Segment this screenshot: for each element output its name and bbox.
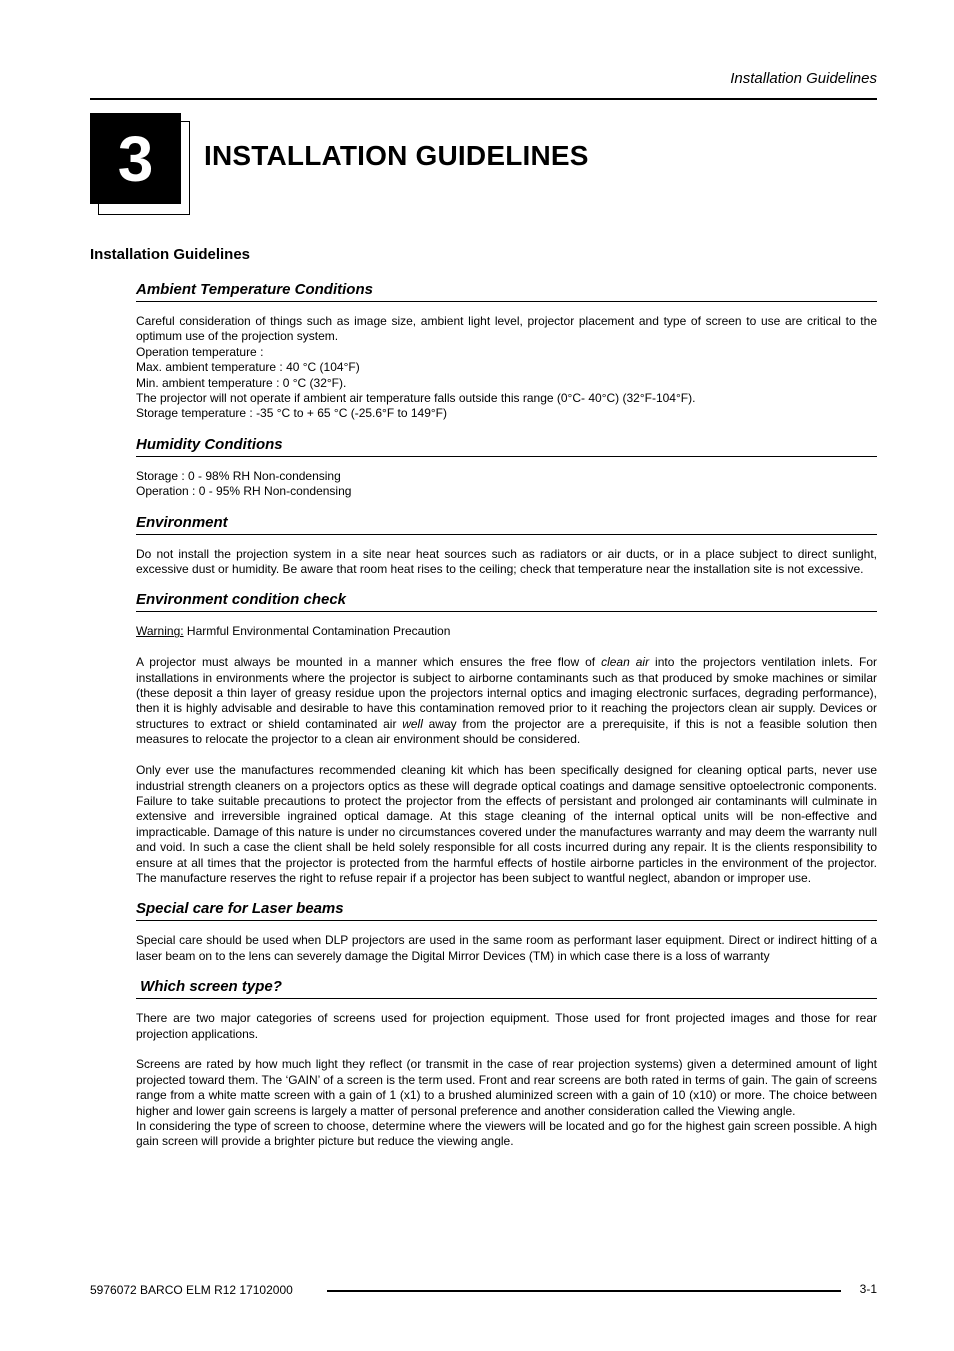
warning-label: Warning: [136, 624, 184, 639]
operation-temperature-label: Operation temperature : [136, 344, 264, 359]
ambient-temperature-title: Ambient Temperature Conditions [136, 281, 877, 302]
warning-line [136, 624, 877, 639]
screen-gain-paragraph: Screens are rated by how much light they reflect (or transmit in the case of rear projection systems) given a determined amount of light projected toward them. The ‘GAIN’ of a screen is the term used. Front and rear screens are both rated in terms of gain. The gain of screens range from a white matte screen with a gain of 1 (x1) to a brushed aluminized screen with a gain of 10 (x10) or more. The choice between higher and lower gain screens is largely a matter of personal preference and another consideration called the Viewing angle. [136, 1057, 877, 1118]
contamination-paragraph [136, 655, 877, 747]
contamination-text-c: away from the projector are a prerequisite, if this is not a feasible solution then measures to relocate the projector to a clean air environment should be considered. [136, 716, 877, 747]
chapter-title: INSTALLATION GUIDELINES [204, 140, 589, 171]
screen-type-section [136, 978, 877, 1150]
laser-title: Special care for Laser beams [136, 900, 877, 921]
clean-air-emphasis: clean air [601, 655, 650, 670]
laser-text: Special care should be used when DLP projectors are used in the same room as performant laser equipment. Direct or indirect hitting of a laser beam on to the lens can severely damage the Digital Mirror Devices (TM) in which case there is a loss of warranty [136, 933, 877, 963]
header-rule [90, 98, 877, 100]
ambient-temperature-section [136, 281, 877, 422]
cleaning-paragraph: Only ever use the manufactures recommended cleaning kit which has been specifically designed for cleaning optical parts, never use industrial strength cleaners on a projectors optics as these will degrade optical coatings and damage sensitive optoelectronic components. Failure to take suitable precautions to protect the projector from the effects of persistant and prolonged air contaminants will culminate in extensive and irreversible ingrained optical damage. At this stage cleaning of the internal optical units will be non-effective and impracticable. Damage of this nature is under no circumstances covered under the manufactures warranty and may deem the warranty null and void. In such a case the client shall be held solely responsible for all costs incurred during any repair. It is the clients responsibility to ensure at all times that the projector is protected from the harmful effects of hostile airborne particles in the environment of the projector. The manufacture reserves the right to refuse repair if a projector has been subject to wantful neglect, abandon or improper use. [136, 763, 877, 885]
humidity-title: Humidity Conditions [136, 436, 877, 457]
environment-title: Environment [136, 514, 877, 535]
storage-temperature: Storage temperature : -35 °C to + 65 °C (-25.6°F to 149°F) [136, 406, 448, 421]
ambient-intro: Careful consideration of things such as image size, ambient light level, projector placement and type of screen to use are critical to the optimum use of the projection system. [136, 314, 877, 344]
contamination-text-b: into the projectors ventilation inlets. For installations in environments where the projector is subject to airborne contaminants such as that produced by smoke machines or similar (these deposit a thin layer of greasy residue upon the projectors internal optics and imaging electronic surfaces, degrading performance), then it is highly advisable and desirable to have this contamination removed prior to it reaching the projectors clean air supply. Devices or structures to extract or shield contaminated air [136, 655, 877, 731]
laser-section [136, 900, 877, 964]
chapter-number: 3 [90, 113, 181, 204]
max-ambient-temperature: Max. ambient temperature : 40 °C (104°F) [136, 360, 360, 375]
screen-type-title: Which screen type? [136, 978, 877, 999]
contamination-text-a: A projector must always be mounted in a manner which ensures the free flow of [136, 655, 602, 670]
operation-humidity: Operation : 0 - 95% RH Non-condensing [136, 484, 352, 499]
humidity-section [136, 436, 877, 500]
footer-rule [327, 1290, 841, 1292]
environment-check-title: Environment condition check [136, 591, 877, 612]
well-emphasis: well [402, 716, 423, 731]
screen-choice-paragraph: In considering the type of screen to choose, determine where the viewers will be located and go for the highest gain screen possible. A high gain screen will provide a brighter picture but reduce the viewing angle. [136, 1118, 877, 1149]
running-header: Installation Guidelines [730, 70, 877, 87]
screen-categories-paragraph: There are two major categories of screens used for projection equipment. Those used for front projected images and those for rear projection applications. [136, 1011, 877, 1041]
warning-text: Harmful Environmental Contamination Precaution [183, 624, 451, 639]
operating-range-note: The projector will not operate if ambient air temperature falls outside this range (0°C- 40°C) (32°F-104°F). [136, 391, 696, 406]
storage-humidity: Storage : 0 - 98% RH Non-condensing [136, 468, 341, 483]
footer-doc-id: 5976072 BARCO ELM R12 17102000 [90, 1283, 293, 1297]
environment-check-section [136, 591, 877, 886]
min-ambient-temperature: Min. ambient temperature : 0 °C (32°F). [136, 375, 347, 390]
environment-text: Do not install the projection system in a site near heat sources such as radiators or air ducts, or in a place subject to direct sunlight, excessive dust or humidity. Be aware that room heat rises to the ceiling; check that temperature near the installation site is not excessive. [136, 546, 877, 577]
content [136, 281, 877, 1150]
chapter-number-box [90, 113, 190, 215]
section-title: Installation Guidelines [90, 246, 251, 263]
footer-page-number: 3-1 [859, 1282, 877, 1296]
environment-section [136, 514, 877, 578]
